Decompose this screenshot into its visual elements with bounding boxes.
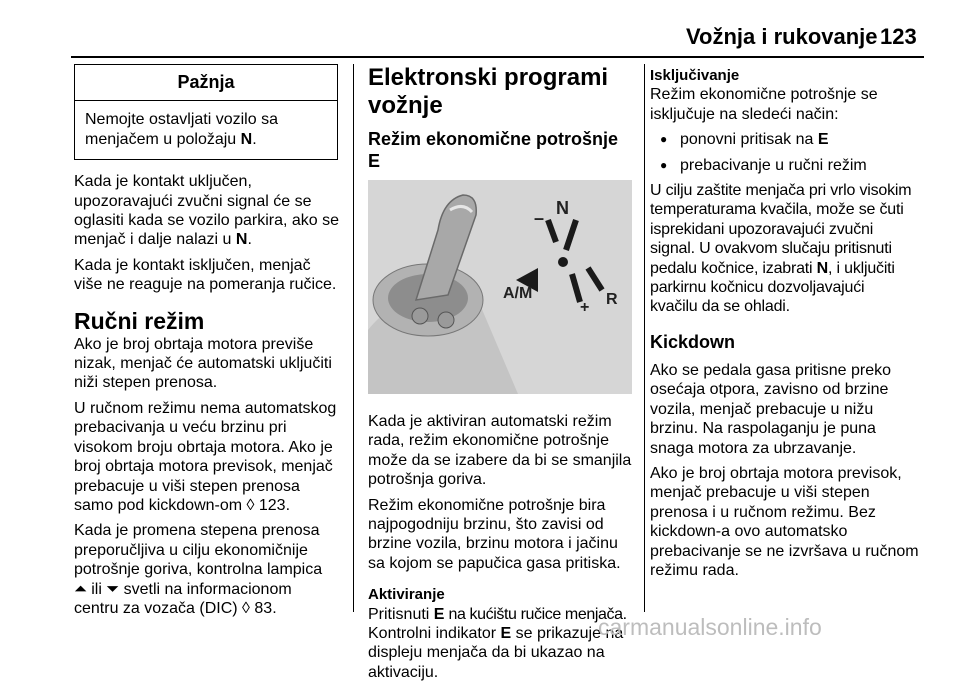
text-line: isprekidani upozoravajući zvučni — [650, 220, 874, 238]
text-run: , i uključiti — [828, 259, 895, 277]
text-line: Ako se pedala gasa pritisne preko — [650, 361, 892, 379]
paragraph-economy-activation — [368, 412, 634, 490]
list-item — [650, 130, 930, 149]
text-line: visokom broju obrtaja motora. Ako je — [74, 438, 333, 456]
auto-manual-label: A/M — [503, 285, 533, 302]
running-header-title: Vožnja i rukovanje — [686, 24, 878, 49]
paragraph-park-warning — [74, 172, 342, 250]
text-line: nizak, menjač će automatski uključiti — [74, 355, 332, 373]
text-line: kvačilu da se ohladi. — [650, 298, 790, 316]
text-run: na kućištu ručice menjača. — [444, 605, 627, 623]
warning-box — [74, 64, 338, 160]
text-line: aktivaciju. — [368, 663, 439, 681]
gear-letter: N — [816, 259, 829, 277]
gear-letter: N — [235, 231, 248, 249]
text-line: U ručnom režimu nema automatskog — [74, 399, 337, 417]
text-line: rada, režim ekonomične potrošnje — [368, 432, 610, 450]
text-line: prebacivanja u veću brzinu pri — [74, 419, 287, 437]
column-divider-right — [644, 64, 645, 612]
subheading-activation: Aktiviranje — [368, 586, 445, 604]
text-line: snaga motora za ubrzavanje. — [650, 439, 857, 457]
text-run: . — [252, 130, 257, 148]
paragraph-kickdown-description — [650, 361, 930, 458]
text-line: preporučljiva u cilju ekonomičnije — [74, 541, 308, 559]
text-line: temperaturama kvačila, može se čuti — [650, 201, 904, 219]
gear-selector-illustration — [368, 180, 632, 394]
economy-button-letter: E — [817, 131, 829, 149]
text-line: menjač prebacuje u viši stepen — [650, 484, 870, 502]
text-line: Kada je promena stepena prenosa — [74, 522, 320, 540]
text-run: menjač i dalje nalazi u — [74, 231, 236, 249]
subheading-economy-mode: Režim ekonomične potrošnje E — [368, 129, 619, 171]
page-number: 123 — [880, 24, 917, 49]
text-line: kickdown-a ovo automatsko — [650, 523, 848, 541]
text-line: režimu rada. — [650, 561, 739, 579]
text-line: potrošnja goriva. — [368, 471, 487, 489]
deactivation-list — [650, 130, 930, 175]
text-line: brzinu. Na raspolaganju je puna — [650, 420, 876, 438]
paragraph-low-rpm — [74, 335, 342, 393]
text-line: parkirnu kočnicu dozvoljavajući — [650, 279, 865, 297]
text-line: može da se izabere da bi se smanjila — [368, 451, 632, 469]
text-run: prebacivanje u ručni režim — [680, 156, 867, 174]
text-run: . — [247, 231, 252, 249]
text-line: Režim ekonomične potrošnje bira — [368, 496, 606, 514]
text-line: Kada je kontakt uključen, — [74, 173, 252, 191]
text-run: Kontrolni indikator — [368, 625, 501, 643]
text-line: sa kojom se papučica gasa pritiska. — [368, 554, 621, 572]
watermark: carmanualsonline.info — [598, 614, 822, 640]
warning-line — [85, 130, 327, 149]
paragraph-no-auto-upshift — [74, 399, 342, 515]
gear-letter: N — [240, 130, 253, 148]
text-run: se prikazuje na — [511, 625, 624, 643]
text-line: prebacivanje se ne izvršava u ručnom — [650, 542, 919, 560]
text-run: Pritisnuti — [368, 605, 434, 623]
text-run: menjačem u položaju — [85, 130, 241, 148]
warning-line: Nemojte ostavljati vozilo sa — [85, 111, 278, 129]
text-line: vozila, menjač prebacuje u nižu — [650, 400, 874, 418]
text-line: displeju menjača da bi ukazao na — [368, 644, 605, 662]
reverse-label: R — [606, 291, 618, 308]
column-3 — [650, 66, 930, 580]
text-line: brzine vozila, brzinu motora i jačinu — [368, 535, 618, 553]
subheading-deactivation: Isključivanje — [650, 67, 740, 84]
minus-label: – — [534, 208, 545, 228]
text-line: U cilju zaštite menjača pri vrlo visokim — [650, 182, 912, 200]
text-run: pedalu kočnice, izabrati — [650, 259, 817, 277]
text-line: potrošnje goriva, kontrolna lampica — [74, 561, 323, 579]
text-line: prenosa i u ručnom režimu. Bez — [650, 503, 876, 521]
column-2 — [368, 64, 634, 682]
text-line: signal. U ovakvom slučaju pritisnuti — [650, 240, 892, 258]
gear-lever-drawing — [368, 180, 632, 394]
economy-button-letter: E — [433, 605, 445, 623]
paragraph-ignition-off — [74, 256, 342, 295]
section-heading-kickdown: Kickdown — [650, 331, 736, 352]
paragraph-activation-steps — [368, 605, 634, 682]
text-line-with-page-ref: samo pod kickdown-om ◊ 123. — [74, 496, 291, 514]
section-heading-manual-mode: Ručni režim — [74, 307, 205, 334]
text-line: Kada je kontakt isključen, menjač — [74, 256, 311, 274]
paragraph-deactivation-intro — [650, 85, 930, 124]
plus-label: + — [580, 299, 590, 316]
text-line: isključuje na sledeći način: — [650, 105, 839, 123]
text-line: upozoravajući zvučni signal će se — [74, 192, 312, 210]
text-line: osećaja otpora, zavisno od brzine — [650, 381, 889, 399]
neutral-label: N — [556, 198, 569, 218]
column-divider-left — [353, 64, 354, 612]
shift-arrow-icons-line: ⏶ ili ⏷ svetli na informacionom — [74, 580, 292, 598]
text-line: prebacuje u viši stepen prenosa — [74, 477, 300, 495]
text-line: Ako je broj obrtaja motora previsok, — [650, 464, 902, 482]
warning-title: Pažnja — [75, 65, 337, 101]
section-heading-electronic-programs: Elektronski programi vožnje — [368, 64, 609, 119]
economy-indicator-letter: E — [500, 625, 512, 643]
text-line-with-page-ref: centru za vozača (DIC) ◊ 83. — [74, 599, 277, 617]
text-line: broj obrtaja motora previsok, menjač — [74, 458, 333, 476]
text-line: niži stepen prenosa. — [74, 374, 218, 392]
paragraph-kickdown-manual — [650, 464, 930, 580]
paragraph-shift-indicator — [74, 521, 342, 618]
paragraph-clutch-protection — [650, 181, 930, 317]
text-line: oglasiti kada se vozilo parkira, ako se — [74, 212, 340, 230]
column-1 — [74, 64, 342, 618]
list-item — [650, 156, 930, 175]
text-line: više ne reaguje na pomeranja ručice. — [74, 276, 337, 294]
warning-text — [75, 101, 337, 159]
text-line: Ako je broj obrtaja motora previše — [74, 335, 314, 353]
paragraph-economy-description — [368, 496, 634, 574]
header-rule — [71, 56, 924, 58]
text-run: ponovni pritisak na — [680, 131, 818, 149]
text-line: najpogodniju brzinu, što zavisi od — [368, 516, 604, 534]
text-line: Kada je aktiviran automatski režim — [368, 413, 612, 430]
text-line: Režim ekonomične potrošnje se — [650, 86, 878, 104]
